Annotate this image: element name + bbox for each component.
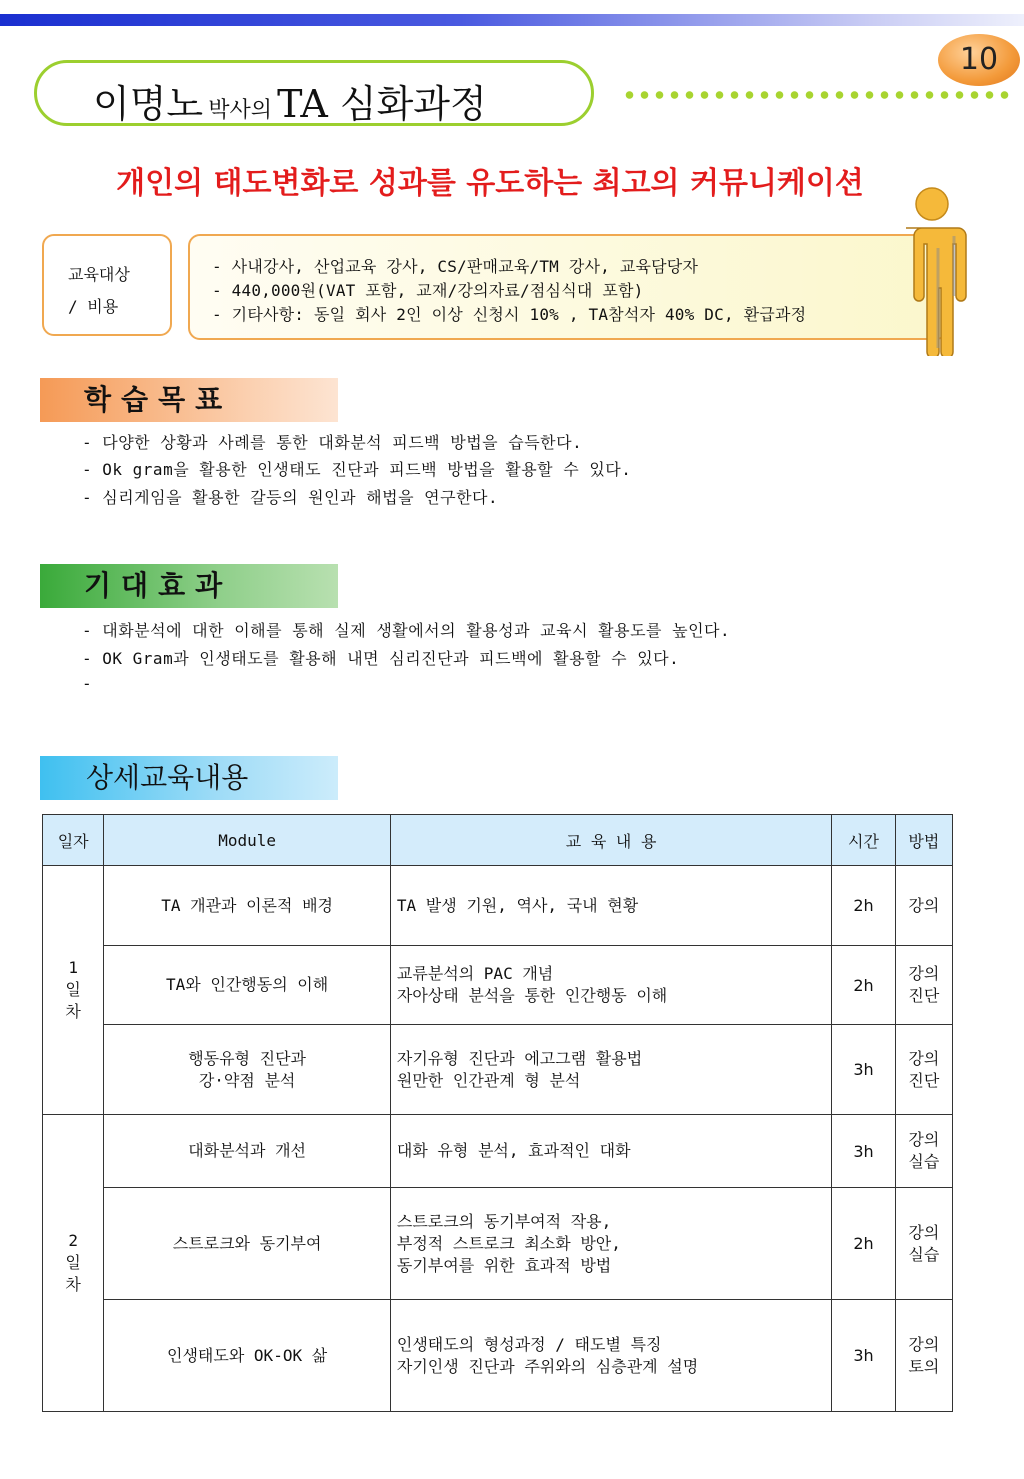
goal-item: - 다양한 상황과 사례를 통한 대화분석 피드백 방법을 습득한다. (82, 433, 583, 452)
goal-item: - Ok gram을 활용한 인생태도 진단과 피드백 방법을 활용할 수 있다. (82, 460, 632, 479)
day2-cell (43, 1115, 104, 1412)
content-cell: 대화 유형 분석, 효과적인 대화 (390, 1115, 831, 1188)
schedule-table (42, 814, 953, 1412)
method-cell: 강의 진단 (895, 946, 952, 1025)
module-cell: TA 개관과 이론적 배경 (104, 866, 391, 946)
content-cell: TA 발생 기원, 역사, 국내 현황 (390, 866, 831, 946)
col-header-content: 교 육 내 용 (390, 815, 831, 866)
module-cell: 인생태도와 OK-OK 삶 (104, 1300, 391, 1412)
content-cell: 자기유형 진단과 에고그램 활용법 원만한 인간관계 형 분석 (390, 1025, 831, 1115)
title-box (34, 60, 594, 126)
module-cell: 행동유형 진단과 강·약점 분석 (104, 1025, 391, 1115)
time-cell: 3h (832, 1115, 895, 1188)
section-header-detail: 상세교육내용 (40, 756, 338, 800)
target-line: - 기타사항: 동일 회사 2인 이상 신청시 10% , TA참석자 40% DC, 환급과정 (212, 305, 807, 324)
target-info-box (188, 234, 948, 340)
content-cell: 스트로크의 동기부여적 작용, 부정적 스트로크 최소화 방안, 동기부여를 위한 효과적 방법 (390, 1188, 831, 1300)
time-cell: 2h (832, 1188, 895, 1300)
target-label-line2: / 비용 (68, 297, 119, 316)
title-honorific: 박사의 (208, 98, 272, 123)
goal-item: - 심리게임을 활용한 갈등의 원인과 해법을 연구한다. (82, 488, 499, 507)
table-row (43, 946, 953, 1025)
module-cell: 스트로크와 동기부여 (104, 1188, 391, 1300)
effect-item: - OK Gram과 인생태도를 활용해 내면 심리진단과 피드백에 활용할 수 있다. (82, 649, 680, 668)
target-label-box (42, 234, 172, 336)
method-cell: 강의 실습 (895, 1115, 952, 1188)
effect-item: - (82, 674, 93, 693)
module-cell: 대화분석과 개선 (104, 1115, 391, 1188)
method-cell: 강의 (895, 866, 952, 946)
title-course: TA 심화과정 (277, 82, 487, 126)
table-header-row (43, 815, 953, 866)
target-line: - 440,000원(VAT 포함, 교재/강의자료/점심식대 포함) (212, 281, 644, 300)
col-header-method: 방법 (895, 815, 952, 866)
time-cell: 3h (832, 1300, 895, 1412)
table-row (43, 1115, 953, 1188)
effect-item: - 대화분석에 대한 이해를 통해 실제 생활에서의 활용성과 교육시 활용도를 높인다. (82, 621, 731, 640)
person-icon (896, 186, 968, 356)
subtitle: 개인의 태도변화로 성과를 유도하는 최고의 커뮤니케이션 (116, 166, 864, 201)
top-gradient-bar (0, 14, 1024, 26)
time-cell: 2h (832, 946, 895, 1025)
table-row (43, 1188, 953, 1300)
time-cell: 3h (832, 1025, 895, 1115)
method-cell: 강의 진단 (895, 1025, 952, 1115)
day1-cell (43, 866, 104, 1115)
col-header-time: 시간 (832, 815, 895, 866)
page-number-badge: 10 (938, 34, 1020, 86)
module-cell: TA와 인간행동의 이해 (104, 946, 391, 1025)
col-header-module: Module (104, 815, 391, 866)
content-cell: 인생태도의 형성과정 / 태도별 특징 자기인생 진단과 주위와의 심층관계 설명 (390, 1300, 831, 1412)
page-title (93, 73, 487, 128)
target-line: - 사내강사, 산업교육 강사, CS/판매교육/TM 강사, 교육담당자 (212, 257, 699, 276)
time-cell: 2h (832, 866, 895, 946)
table-row (43, 1300, 953, 1412)
method-cell: 강의 실습 (895, 1188, 952, 1300)
day2-label: 2 일 차 (65, 1231, 81, 1294)
title-name: 이명노 (93, 82, 204, 126)
table-row (43, 1025, 953, 1115)
day1-label: 1 일 차 (65, 958, 81, 1021)
section-header-effects: 기대효과 (40, 564, 338, 608)
dotted-divider (622, 88, 1014, 102)
content-cell: 교류분석의 PAC 개념 자아상태 분석을 통한 인간행동 이해 (390, 946, 831, 1025)
col-header-day: 일자 (43, 815, 104, 866)
method-cell: 강의 토의 (895, 1300, 952, 1412)
target-label-line1: 교육대상 (68, 265, 130, 284)
section-header-goals: 학습목표 (40, 378, 338, 422)
table-row (43, 866, 953, 946)
